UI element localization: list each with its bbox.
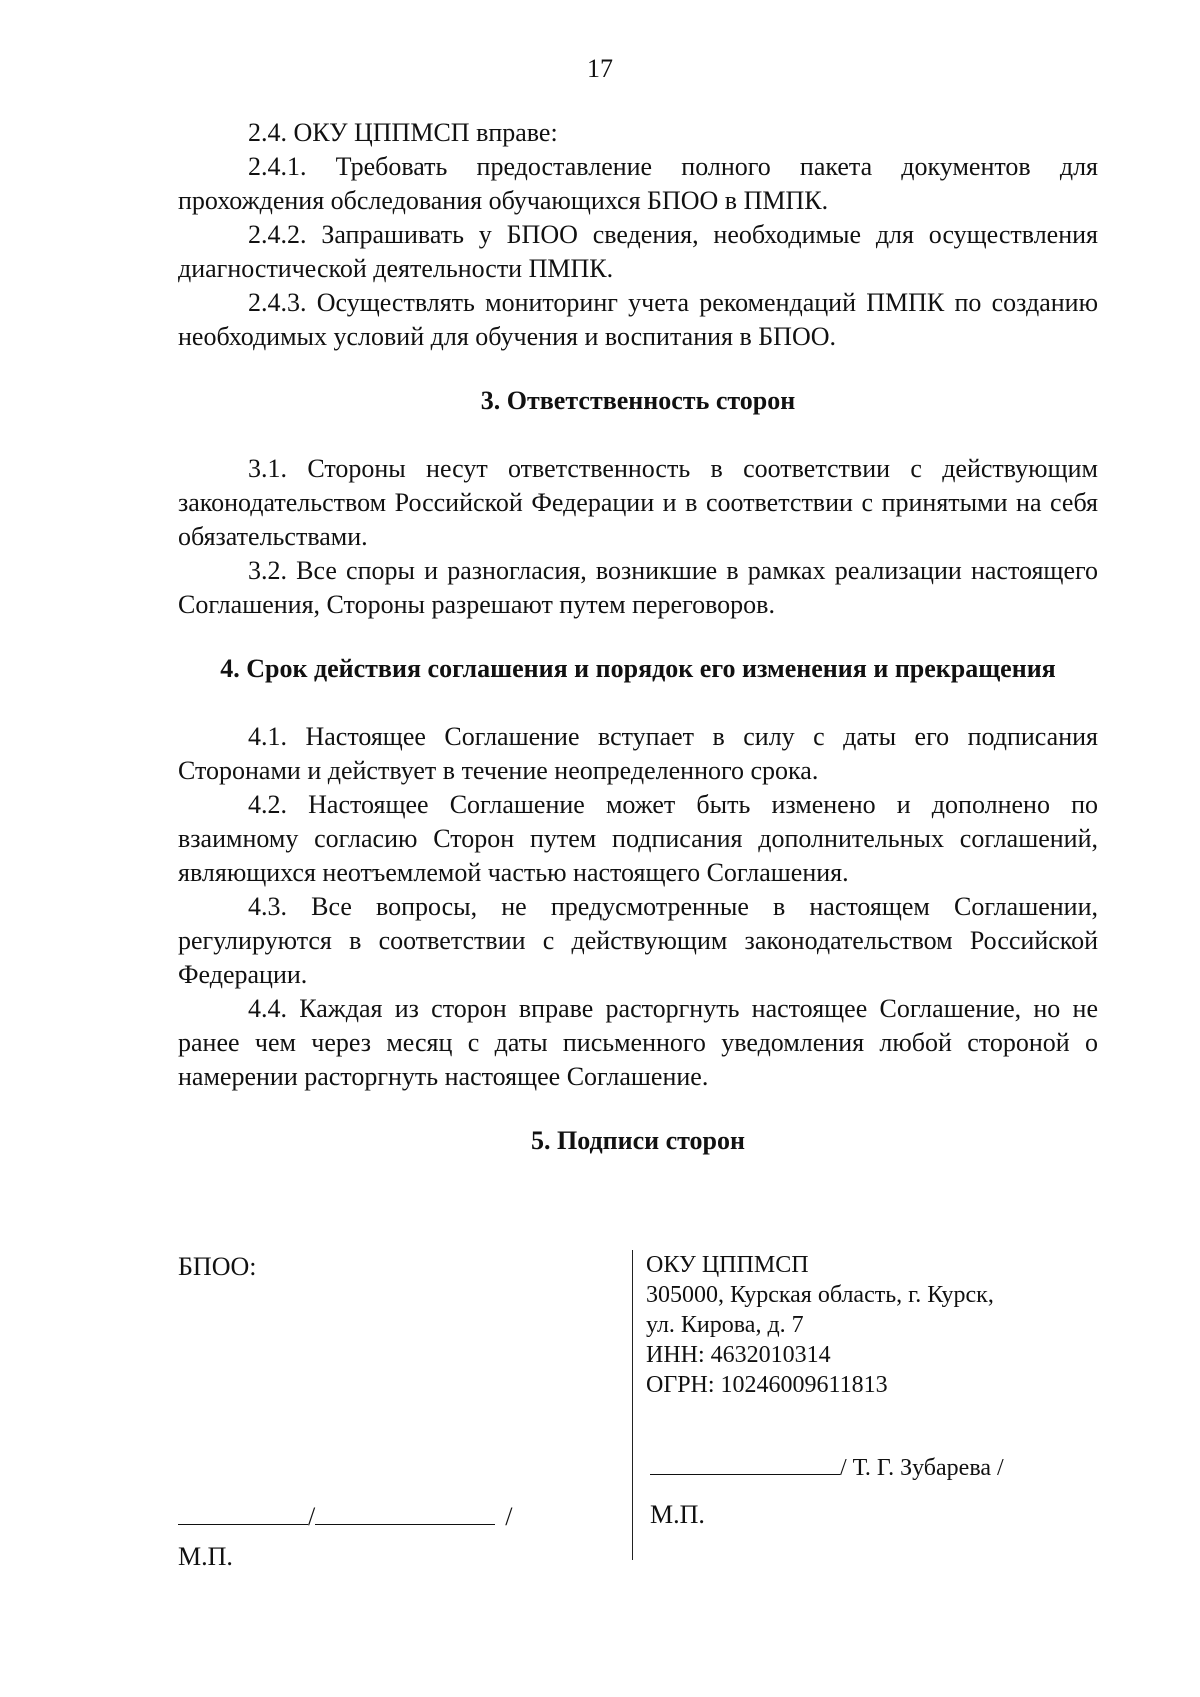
clause-3-1: 3.1. Стороны несут ответственность в соответствии с действующим законодательством Российской Федерации и в соответствии с принятыми на себя обязательствами. (178, 454, 1098, 551)
left-name-field (315, 1500, 495, 1525)
right-signer-name: / Т. Г. Зубарева / (840, 1455, 1004, 1481)
signature-divider (632, 1250, 633, 1560)
clause-2-4-3: 2.4.3. Осуществлять мониторинг учета рекомендаций ПМПК по созданию необходимых условий для обучения и воспитания в БПОО. (178, 288, 1098, 351)
left-signature-slash-end: / (505, 1502, 513, 1531)
clause-4-2: 4.2. Настоящее Соглашение может быть изменено и дополнено по взаимному согласию Сторон путем подписания дополнительных соглашений, являющихся неотъемлемой частью настоящего Соглашения. (178, 790, 1098, 887)
right-address-line-2: ул. Кирова, д. 7 (646, 1312, 804, 1338)
section-heading-3: 3. Ответственность сторон (480, 386, 796, 415)
signature-block-left (178, 1250, 618, 1571)
section-heading-4: 4. Срок действия соглашения и порядок его изменения и прекращения (220, 654, 1056, 683)
clause-4-4: 4.4. Каждая из сторон вправе расторгнуть настоящее Соглашение, но не ранее чем через месяц с даты письменного уведомления любой стороной о намерении расторгнуть настоящее Соглашение. (178, 994, 1098, 1091)
right-address-line-1: 305000, Курская область, г. Курск, (646, 1282, 994, 1308)
section-heading-5: 5. Подписи сторон (530, 1126, 746, 1155)
page-number: 17 (587, 54, 613, 83)
signature-block-right (646, 1250, 1106, 1529)
left-seal-mark: М.П. (178, 1542, 233, 1571)
right-signature-line (650, 1450, 1090, 1483)
right-signature-field (650, 1450, 840, 1475)
left-party-name: БПОО: (178, 1252, 257, 1281)
clause-2-4: 2.4. ОКУ ЦППМСП вправе: (248, 118, 558, 147)
left-signature-field (178, 1500, 308, 1525)
left-signature-slash: / (308, 1502, 316, 1531)
left-signature-line (178, 1500, 618, 1534)
clause-4-1: 4.1. Настоящее Соглашение вступает в силу с даты его подписания Сторонами и действует в течение неопределенного срока. (178, 722, 1098, 785)
right-party-name: ОКУ ЦППМСП (646, 1252, 809, 1278)
document-body (178, 116, 1098, 1158)
right-inn: ИНН: 4632010314 (646, 1342, 831, 1368)
clause-4-3: 4.3. Все вопросы, не предусмотренные в настоящем Соглашении, регулируются в соответствии с действующим законодательством Российской Федерации. (178, 892, 1098, 989)
right-ogrn: ОГРН: 10246009611813 (646, 1372, 888, 1398)
clause-2-4-1: 2.4.1. Требовать предоставление полного пакета документов для прохождения обследования обучающихся БПОО в ПМПК. (178, 152, 1098, 215)
clause-2-4-2: 2.4.2. Запрашивать у БПОО сведения, необходимые для осуществления диагностической деятельности ПМПК. (178, 220, 1098, 283)
clause-3-2: 3.2. Все споры и разногласия, возникшие в рамках реализации настоящего Соглашения, Стороны разрешают путем переговоров. (178, 556, 1098, 619)
right-seal-mark: М.П. (650, 1500, 705, 1529)
